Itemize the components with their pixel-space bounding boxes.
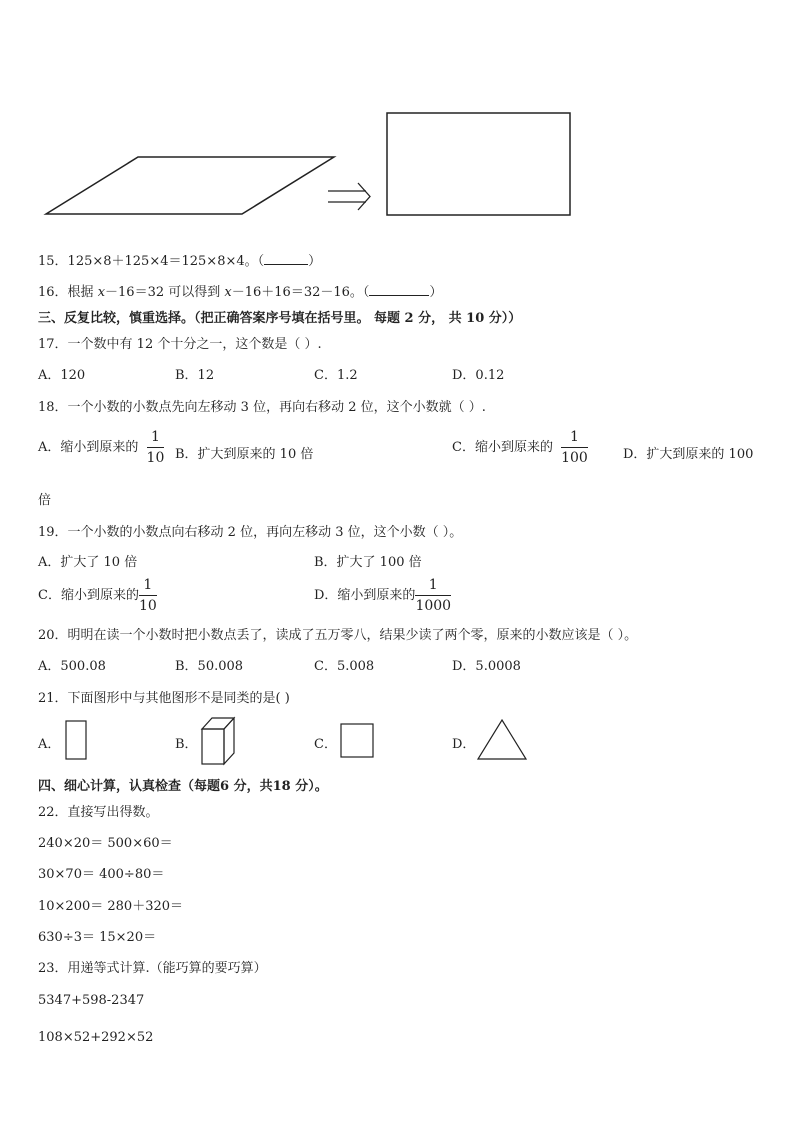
- q21-option-b-label[interactable]: B．: [175, 737, 198, 752]
- q22-calc-row: 630÷3＝ 15×20＝: [38, 930, 157, 945]
- fraction: $\frac{1}{100}$: [561, 429, 588, 466]
- q21-option-d-label[interactable]: D．: [452, 737, 476, 752]
- question-17-stem: 17．一个数中有 12 个十分之一，这个数是（ ）.: [38, 337, 322, 352]
- q23-expression: 108×52+292×52: [38, 1030, 154, 1045]
- q23-expression: 5347+598-2347: [38, 993, 145, 1008]
- q18-option-d-continued: 倍: [38, 493, 52, 508]
- q21-option-c-label[interactable]: C．: [314, 737, 337, 752]
- q20-option-a[interactable]: A．500.08: [38, 659, 106, 674]
- question-21-stem: 21．下面图形中与其他图形不是同类的是( ): [38, 691, 290, 706]
- q19-option-c[interactable]: C．缩小到原来的 $\frac{1}{10}$: [38, 577, 157, 614]
- q19-option-a[interactable]: A．扩大了 10 倍: [38, 555, 138, 570]
- fraction: $\frac{1}{1000}$: [415, 577, 452, 614]
- q19-option-b[interactable]: B．扩大了 100 倍: [314, 555, 422, 570]
- q18-option-c[interactable]: C．缩小到原来的 $\frac{1}{100}$: [452, 429, 588, 466]
- q18-option-a[interactable]: A．缩小到原来的 $\frac{1}{10}$: [38, 429, 165, 466]
- q22-calc-row: 240×20＝ 500×60＝: [38, 836, 173, 851]
- q20-option-c[interactable]: C．5.008: [314, 659, 375, 674]
- question-16: 16．根据 x－16＝32 可以得到 x－16＋16＝32－16。（ ）: [38, 285, 443, 300]
- question-23-stem: 23．用递等式计算.（能巧算的要巧算）: [38, 961, 267, 976]
- question-20-stem: 20．明明在读一个小数时把小数点丢了，读成了五万零八，结果少读了两个零，原来的小数应该是（ ）。: [38, 628, 638, 643]
- q20-option-b[interactable]: B．50.008: [175, 659, 244, 674]
- question-22-stem: 22．直接写出得数。: [38, 805, 159, 820]
- q17-option-b[interactable]: B．12: [175, 368, 215, 383]
- section-3-heading: 三、反复比较，慎重选择。（把正确答案序号填在括号里。 每题 2 分， 共 10 分））: [38, 311, 522, 326]
- q20-option-d[interactable]: D．5.0008: [452, 659, 521, 674]
- q18-option-d[interactable]: D．扩大到原来的 100: [623, 447, 754, 462]
- section-4-heading: 四、细心计算，认真检查（每题6 分，共18 分）。: [38, 779, 328, 794]
- q18-option-b[interactable]: B．扩大到原来的 10 倍: [175, 447, 314, 462]
- q17-option-c[interactable]: C．1.2: [314, 368, 358, 383]
- q21-option-a-label[interactable]: A．: [38, 737, 61, 752]
- q19-option-d[interactable]: D．缩小到原来的 $\frac{1}{1000}$: [314, 577, 452, 614]
- fraction: $\frac{1}{10}$: [146, 429, 165, 466]
- question-15: 15．125×8＋125×4＝125×8×4。（ ）: [38, 254, 322, 269]
- question-18-stem: 18．一个小数的小数点先向左移动 3 位，再向右移动 2 位，这个小数就（ ）.: [38, 400, 486, 415]
- fraction: $\frac{1}{10}$: [138, 577, 157, 614]
- q22-calc-row: 30×70＝ 400÷80＝: [38, 867, 165, 882]
- q22-calc-row: 10×200＝ 280＋320＝: [38, 899, 184, 914]
- question-19-stem: 19．一个小数的小数点向右移动 2 位，再向左移动 3 位，这个小数（ ）。: [38, 525, 463, 540]
- question-15-text: 15．125×8＋125×4＝125×8×4。（: [38, 254, 265, 269]
- q17-option-a[interactable]: A．120: [38, 368, 86, 383]
- q17-option-d[interactable]: D．0.12: [452, 368, 505, 383]
